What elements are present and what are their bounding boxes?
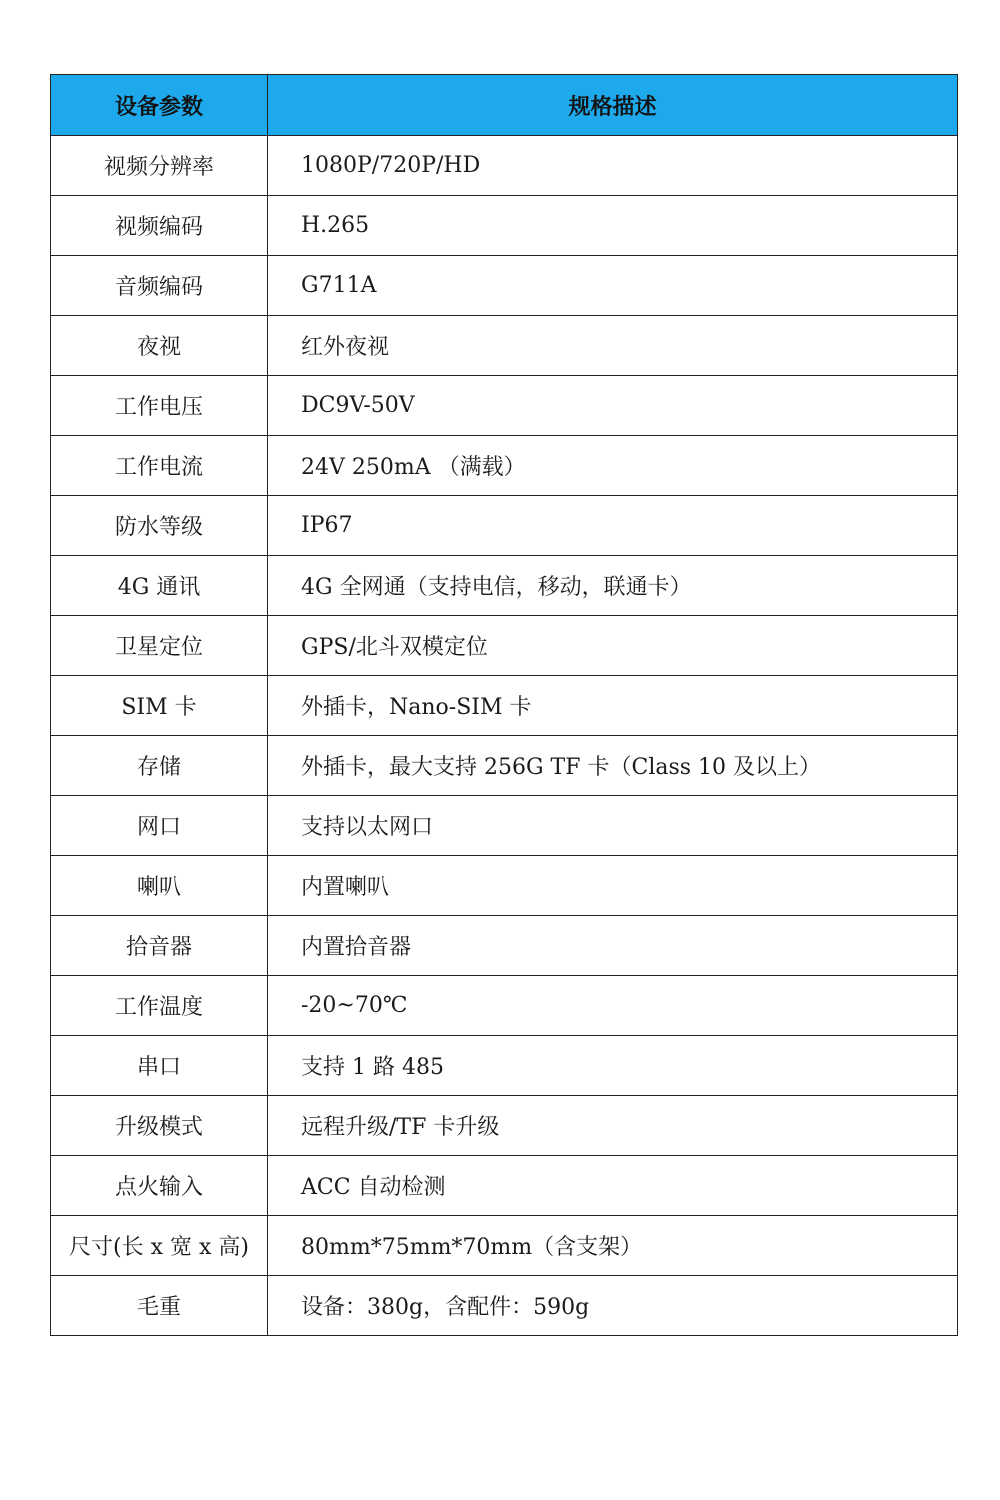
param-cell: 尺寸(长 x 宽 x 高) <box>51 1216 268 1276</box>
desc-cell: IP67 <box>268 496 958 556</box>
desc-cell: 支持 1 路 485 <box>268 1036 958 1096</box>
desc-cell: 1080P/720P/HD <box>268 136 958 196</box>
param-cell: 夜视 <box>51 316 268 376</box>
spec-table <box>50 74 958 1336</box>
table-row <box>51 136 958 196</box>
desc-cell: 内置喇叭 <box>268 856 958 916</box>
param-cell: 工作电压 <box>51 376 268 436</box>
desc-cell: GPS/北斗双模定位 <box>268 616 958 676</box>
param-cell: 点火输入 <box>51 1156 268 1216</box>
desc-cell: G711A <box>268 256 958 316</box>
desc-cell: DC9V-50V <box>268 376 958 436</box>
table-row <box>51 916 958 976</box>
desc-cell: 支持以太网口 <box>268 796 958 856</box>
table-row <box>51 1156 958 1216</box>
desc-cell: -20~70℃ <box>268 976 958 1036</box>
param-cell: 拾音器 <box>51 916 268 976</box>
desc-cell: 外插卡，Nano-SIM 卡 <box>268 676 958 736</box>
param-cell: SIM 卡 <box>51 676 268 736</box>
param-cell: 工作电流 <box>51 436 268 496</box>
table-row <box>51 1036 958 1096</box>
table-row <box>51 436 958 496</box>
table-row <box>51 376 958 436</box>
desc-cell: 内置拾音器 <box>268 916 958 976</box>
param-cell: 工作温度 <box>51 976 268 1036</box>
table-body <box>51 136 958 1336</box>
table-row <box>51 736 958 796</box>
header-desc: 规格描述 <box>268 75 958 136</box>
param-cell: 毛重 <box>51 1276 268 1336</box>
desc-cell: H.265 <box>268 196 958 256</box>
table-row <box>51 1276 958 1336</box>
table-row <box>51 1096 958 1156</box>
table-row <box>51 616 958 676</box>
header-param: 设备参数 <box>51 75 268 136</box>
param-cell: 喇叭 <box>51 856 268 916</box>
header-row <box>51 75 958 136</box>
table-row <box>51 856 958 916</box>
table-row <box>51 796 958 856</box>
table-row <box>51 196 958 256</box>
param-cell: 4G 通讯 <box>51 556 268 616</box>
table-row <box>51 676 958 736</box>
param-cell: 串口 <box>51 1036 268 1096</box>
param-cell: 网口 <box>51 796 268 856</box>
desc-cell: 80mm*75mm*70mm（含支架） <box>268 1216 958 1276</box>
desc-cell: 设备：380g，含配件：590g <box>268 1276 958 1336</box>
param-cell: 视频分辨率 <box>51 136 268 196</box>
desc-cell: 红外夜视 <box>268 316 958 376</box>
table-row <box>51 496 958 556</box>
desc-cell: 4G 全网通（支持电信，移动，联通卡） <box>268 556 958 616</box>
param-cell: 卫星定位 <box>51 616 268 676</box>
param-cell: 防水等级 <box>51 496 268 556</box>
table-header <box>51 75 958 136</box>
table-row <box>51 316 958 376</box>
desc-cell: 远程升级/TF 卡升级 <box>268 1096 958 1156</box>
desc-cell: 外插卡，最大支持 256G TF 卡（Class 10 及以上） <box>268 736 958 796</box>
table-row <box>51 1216 958 1276</box>
table-row <box>51 556 958 616</box>
desc-cell: ACC 自动检测 <box>268 1156 958 1216</box>
table-row <box>51 256 958 316</box>
param-cell: 存储 <box>51 736 268 796</box>
table-row <box>51 976 958 1036</box>
param-cell: 视频编码 <box>51 196 268 256</box>
desc-cell: 24V 250mA （满载） <box>268 436 958 496</box>
param-cell: 音频编码 <box>51 256 268 316</box>
param-cell: 升级模式 <box>51 1096 268 1156</box>
